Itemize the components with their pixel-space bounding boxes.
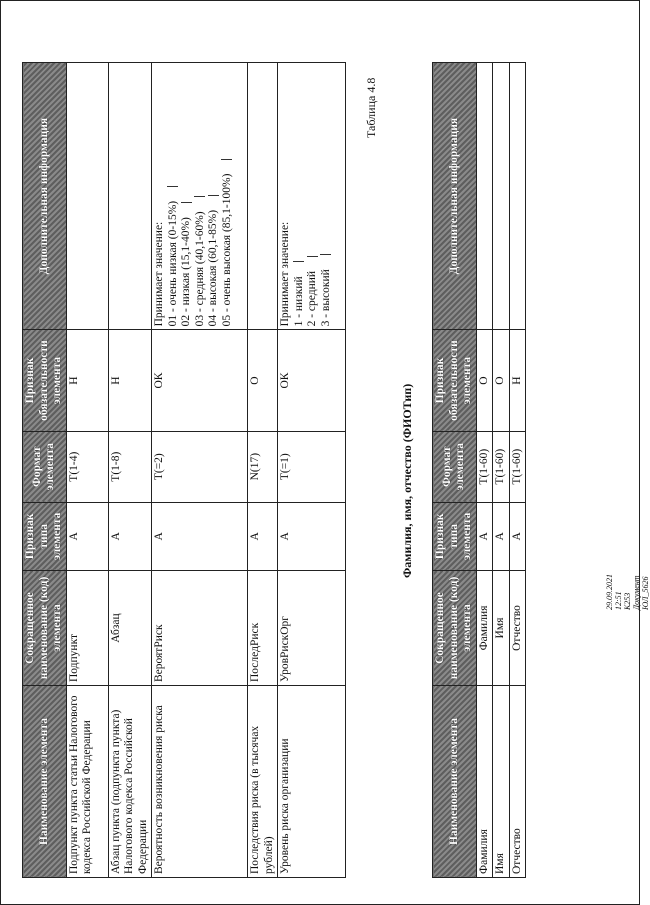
cell-info — [152, 63, 248, 330]
header-name: Наименование элемента — [433, 686, 477, 878]
table-row — [493, 63, 510, 878]
cell-format: T(1-8) — [108, 431, 152, 502]
cell-name: Фамилия — [476, 686, 493, 878]
header-info: Дополнительная информация — [23, 63, 67, 330]
cell-info — [278, 63, 346, 330]
cell-type: А — [152, 502, 248, 570]
cell-type: А — [493, 502, 510, 570]
cell-code: ПоследРиск — [248, 570, 278, 685]
cell-info — [248, 63, 278, 330]
cell-name: Имя — [493, 686, 510, 878]
cell-name: Вероятность возникновения риска — [152, 686, 248, 878]
elements-table-2 — [432, 62, 526, 878]
cell-format: T(=1) — [278, 431, 346, 502]
cell-info — [509, 63, 526, 330]
footer-line: 29.09.2021 12:51 — [605, 574, 623, 610]
cell-type: А — [476, 502, 493, 570]
cell-format: T(=2) — [152, 431, 248, 502]
section-caption: Фамилия, имя, отчество (ФИОТип) — [400, 383, 414, 578]
table-row — [509, 63, 526, 878]
header-required: Признак обязательности элемента — [23, 330, 67, 431]
cell-type: А — [278, 502, 346, 570]
table-row — [108, 63, 152, 878]
header-code: Сокращенное наименование (код) элемента — [433, 570, 477, 685]
cell-code: УровРискОрг — [278, 570, 346, 685]
cell-type: А — [108, 502, 152, 570]
rotated-content — [22, 28, 622, 878]
cell-info — [108, 63, 152, 330]
cell-format: N(17) — [248, 431, 278, 502]
cell-info — [66, 63, 108, 330]
cell-code: Подпункт — [66, 570, 108, 685]
cell-name: Отчество — [509, 686, 526, 878]
cell-format: T(1-4) — [66, 431, 108, 502]
info-line: 02 - низкая (15,1-40%) — [180, 66, 194, 326]
cell-required: Н — [108, 330, 152, 431]
info-line: 03 - средняя (40,1-60%) — [194, 66, 208, 326]
header-format: Формат элемента — [433, 431, 477, 502]
header-required: Признак обязательности элемента — [433, 330, 477, 431]
footer-line: К253 Документ ЮЛ_5626 — [623, 575, 650, 610]
cell-type: А — [248, 502, 278, 570]
header-code: Сокращенное наименование (код) элемента — [23, 570, 67, 685]
cell-required: ОК — [152, 330, 248, 431]
cell-code: Отчество — [509, 570, 526, 685]
table-row — [278, 63, 346, 878]
cell-type: А — [66, 502, 108, 570]
table-row — [152, 63, 248, 878]
header-format: Формат элемента — [23, 431, 67, 502]
cell-required: О — [493, 330, 510, 431]
cell-required: Н — [66, 330, 108, 431]
cell-name: Подпункт пункта статьи Налогового кодекса Российской Федерации — [66, 686, 108, 878]
footer-stamp — [605, 574, 650, 610]
info-line: 01 - очень низкая (0-15%) — [167, 66, 181, 326]
header-type: Признак типа элемента — [23, 502, 67, 570]
table-row — [476, 63, 493, 878]
info-line: Принимает значение: — [153, 221, 165, 327]
cell-type: А — [509, 502, 526, 570]
cell-required: О — [476, 330, 493, 431]
info-line: 04 - высокая (60,1-85%) — [207, 66, 221, 326]
info-line: 2 - средний — [306, 66, 320, 326]
info-line: Принимает значение: — [279, 221, 291, 327]
cell-name: Уровень риска организации — [278, 686, 346, 878]
cell-code: Абзац — [108, 570, 152, 685]
cell-name: Последствия риска (в тысячах рублей) — [248, 686, 278, 878]
header-info: Дополнительная информация — [433, 63, 477, 330]
header-type: Признак типа элемента — [433, 502, 477, 570]
info-line: 3 - высокий — [320, 66, 334, 326]
info-line: 05 - очень высокая (85,1-100%) — [221, 66, 235, 326]
table2-header-row — [433, 63, 477, 878]
cell-code: Имя — [493, 570, 510, 685]
cell-format: T(1-60) — [476, 431, 493, 502]
elements-table-1 — [22, 62, 346, 878]
cell-format: T(1-60) — [509, 431, 526, 502]
cell-required: О — [248, 330, 278, 431]
cell-info — [476, 63, 493, 330]
table-row — [248, 63, 278, 878]
table1-header-row — [23, 63, 67, 878]
info-line: 1 - низкий — [293, 66, 307, 326]
cell-required: Н — [509, 330, 526, 431]
cell-format: T(1-60) — [493, 431, 510, 502]
table-row — [66, 63, 108, 878]
cell-required: ОК — [278, 330, 346, 431]
table-label: Таблица 4.8 — [364, 77, 378, 138]
header-name: Наименование элемента — [23, 686, 67, 878]
cell-code: ВероятРиск — [152, 570, 248, 685]
cell-code: Фамилия — [476, 570, 493, 685]
cell-info — [493, 63, 510, 330]
cell-name: Абзац пункта (подпункта пункта) Налогового кодекса Российской Федерации — [108, 686, 152, 878]
